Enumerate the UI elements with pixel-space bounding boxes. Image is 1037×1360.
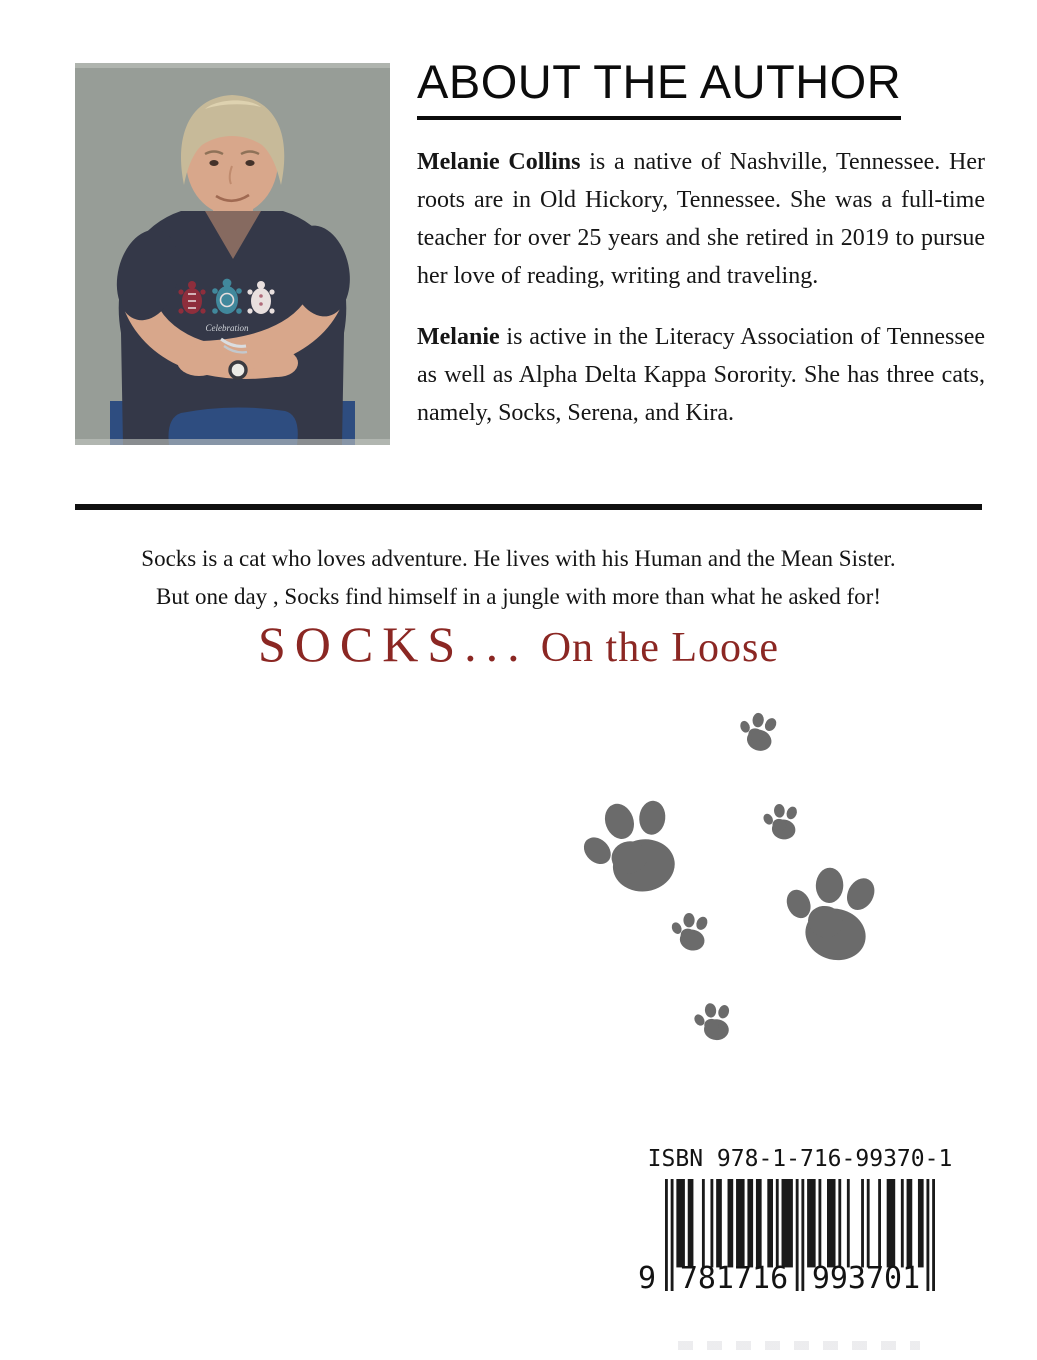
about-heading: ABOUT THE AUTHOR bbox=[417, 56, 901, 120]
about-paragraph-2-text: is active in the Literacy Association of Tennessee as well as Alpha Delta Kappa Sorority. She has three cats, namely, Socks, Serena, and Kira. bbox=[417, 323, 985, 426]
barcode-bars bbox=[638, 1179, 935, 1296]
paw-print-icon bbox=[733, 706, 783, 756]
about-section bbox=[417, 56, 985, 432]
author-photo-illustration bbox=[75, 63, 390, 445]
blurb-line-1: Socks is a cat who loves adventure. He lives with his Human and the Mean Sister. bbox=[141, 546, 896, 571]
about-paragraph-2 bbox=[417, 318, 985, 432]
blurb-line-2: But one day , Socks find himself in a jungle with more than what he asked for! bbox=[156, 584, 881, 609]
paw-print-icon bbox=[575, 790, 688, 903]
photo-edge-light bbox=[75, 63, 390, 68]
shirt-caption: Celebration bbox=[205, 323, 249, 333]
left-eye bbox=[209, 160, 218, 166]
barcode-digit-group-1: 781716 bbox=[679, 1261, 789, 1296]
paw-print-icon bbox=[692, 1000, 735, 1043]
paw-print-icon bbox=[772, 853, 891, 972]
barcode-block bbox=[638, 1146, 960, 1296]
about-paragraph-1 bbox=[417, 143, 985, 295]
about-paragraph-1-text: is a native of Nashville, Tennessee. Her roots are in Old Hickory, Tennessee. She was a full-time teacher for over 25 years and she retired in 2019 to pursue her love of reading, writing and traveling. bbox=[417, 148, 985, 289]
photo-bottom-edge bbox=[75, 439, 390, 445]
ghost-print-marks bbox=[678, 1341, 920, 1350]
right-eye bbox=[245, 160, 254, 166]
section-divider bbox=[75, 504, 982, 510]
hand-left bbox=[177, 346, 221, 376]
title-sub: On the Loose bbox=[540, 625, 779, 671]
barcode-digit-lead: 9 bbox=[638, 1261, 657, 1296]
watch bbox=[230, 362, 246, 378]
author-name: Melanie Collins bbox=[417, 148, 581, 175]
author-first-name: Melanie bbox=[417, 323, 500, 350]
barcode-digit-group-2: 993701 bbox=[811, 1261, 921, 1296]
title-main: SOCKS... bbox=[258, 616, 529, 672]
book-title bbox=[0, 615, 1037, 673]
isbn-label: ISBN 978-1-716-99370-1 bbox=[647, 1146, 953, 1172]
paw-print-icon bbox=[666, 907, 713, 954]
author-photo bbox=[75, 63, 390, 445]
hand-right bbox=[258, 349, 298, 377]
blurb bbox=[0, 540, 1037, 616]
paw-print-icon bbox=[760, 800, 803, 843]
